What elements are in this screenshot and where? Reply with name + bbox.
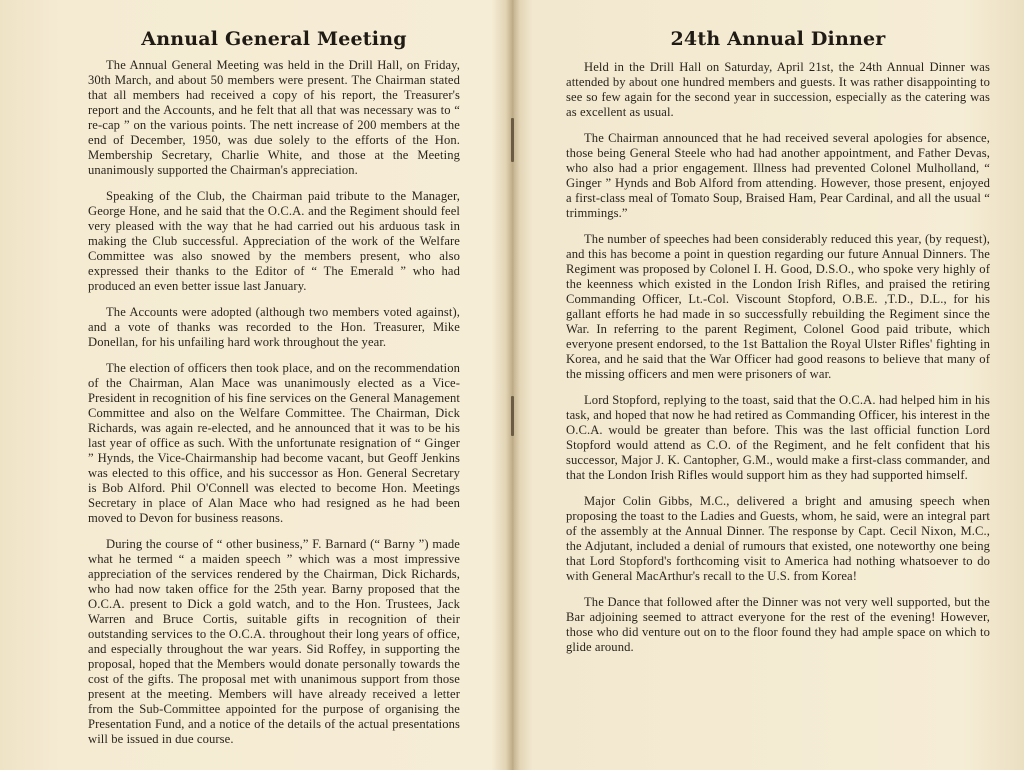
agm-paragraph-3: The Accounts were adopted (although two members voted against), and a vote of thanks was recorded to the Hon. Treasurer, Mike Donellan, for his unfailing hard work throughout the year. [88, 305, 460, 349]
dinner-paragraph-3: The number of speeches had been considerably reduced this year, (by request), and this has become a point in question regarding our future Annual Dinners. The Regiment was proposed by Colonel I. H. Good, D.S.O., who spoke very highly of the keenness which existed in the London Irish Rifles, and praised the retiring Commanding Officer, Lt.-Col. Viscount Stopford, O.B.E. ,T.D., D.L., for his gallant efforts he had made in so successfully rebuilding the Regiment since the War. In referring to the parent Regiment, Colonel Good paid tribute, which everyone present endorsed, to the 1st Battalion the Royal Ulster Rifles' fighting in Korea, and he said that the War Officer had good reasons to believe that many of the missing officers and men were prisoners of war. [566, 232, 990, 381]
dinner-paragraph-2: The Chairman announced that he had received several apologies for absence, those being General Steele who had had another appointment, and Father Devas, who also had a prior engagement. Illness had prevented Colonel Mulholland, “ Ginger ” Hynds and Bob Alford from attending. However, those present, enjoyed a first-class meal of Tomato Soup, Braised Ham, Pear Cardinal, and all the usual “ trimmings.” [566, 131, 990, 220]
dinner-paragraph-5: Major Colin Gibbs, M.C., delivered a bright and amusing speech when proposing the toast to the Ladies and Guests, whom, he said, were an integral part of the assembly at the Annual Dinner. The response by Capt. Cecil Nixon, M.C., the Adjutant, included a denial of rumours that existed, one noteworthy one being that Lord Stopford's forthcoming visit to America had nothing whatsoever to do with General MacArthur's recall to the U.S. from Korea! [566, 494, 990, 583]
agm-title: Annual General Meeting [141, 28, 407, 50]
dinner-paragraph-4: Lord Stopford, replying to the toast, said that the O.C.A. had helped him in his task, and hoped that now he had retired as Commanding Officer, his interest in the O.C.A. would be greater than before. This was the last official function Lord Stopford would attend as C.O. of the Regiment, and he felt confident that his successor, Major J. K. Cantopher, G.M., would make a first-class commander, and that the London Irish Rifles would support him as they had supported himself. [566, 393, 990, 482]
agm-paragraph-2: Speaking of the Club, the Chairman paid tribute to the Manager, George Hone, and he said that the O.C.A. and the Regiment should feel very pleased with the way that he had carried out his arduous task in making the Club successful. Appreciation of the work of the Welfare Committee was also snowed by the members present, who also expressed their thanks to the Editor of “ The Emerald ” who had produced an even better issue last January. [88, 189, 460, 293]
dinner-paragraph-1: Held in the Drill Hall on Saturday, April 21st, the 24th Annual Dinner was attended by about one hundred members and guests. It was rather disappointing to see so few again for the second year in succession, especially as the catering was as excellent as usual. [566, 60, 990, 119]
dinner-title: 24th Annual Dinner [670, 28, 886, 50]
dinner-paragraph-6: The Dance that followed after the Dinner was not very well supported, but the Bar adjoining seemed to attract everyone for the rest of the evening! However, those who did venture out on to the floor found they had ample space on which to glide around. [566, 595, 990, 654]
right-page [512, 0, 1024, 770]
agm-paragraph-4: The election of officers then took place, and on the recommendation of the Chairman, Alan Mace was unanimously elected as a Vice-President in recognition of his fine services on the General Management Committee and also on the Welfare Committee. The Chairman, Dick Richards, was again re-elected, and he announced that it was to be his last year of office as such. With the unfortunate resignation of “ Ginger ” Hynds, the Vice-Chairmanship had become vacant, but Geoff Jenkins was elected to this office, and his successor as Hon. General Secretary is Bob Alford. Phil O'Connell was elected to become Hon. Meetings Secretary in place of Alan Mace who had resigned as he had been moved to Devon for business reasons. [88, 361, 460, 525]
agm-paragraph-5: During the course of “ other business,” F. Barnard (“ Barny ”) made what he termed “ a maiden speech ” which was a most impressive appreciation of the services rendered by the Chairman, Dick Richards, who had now taken office for the 25th year. Barny proposed that the O.C.A. present to Dick a gold watch, and to the Hon. Trustees, Jack Warren and Bruce Cortis, suitable gifts in recognition of their outstanding services to the O.C.A. throughout their long years of office, and especially throughout the war years. Sid Roffey, in supporting the proposal, hoped that the Members would donate personally towards the cost of the gifts. The proposal met with unanimous support from those present at the meeting. Members will have already received a letter from the Sub-Committee appointed for the purpose of organising the Presentation Fund, and a notice of the details of the actual presentations will be issued in due course. [88, 537, 460, 746]
agm-paragraph-1: The Annual General Meeting was held in the Drill Hall, on Friday, 30th March, and about 50 members were present. The Chairman stated that all members had received a copy of his report, the Treasurer's report and the Accounts, and he felt that all that was necessary was to “ re-cap ” on the various points. The nett increase of 200 members at the end of December, 1950, was due solely to the efforts of the Hon. Membership Secretary, Charlie White, and those at the Meeting unanimously supported the Chairman's appreciation. [88, 58, 460, 177]
